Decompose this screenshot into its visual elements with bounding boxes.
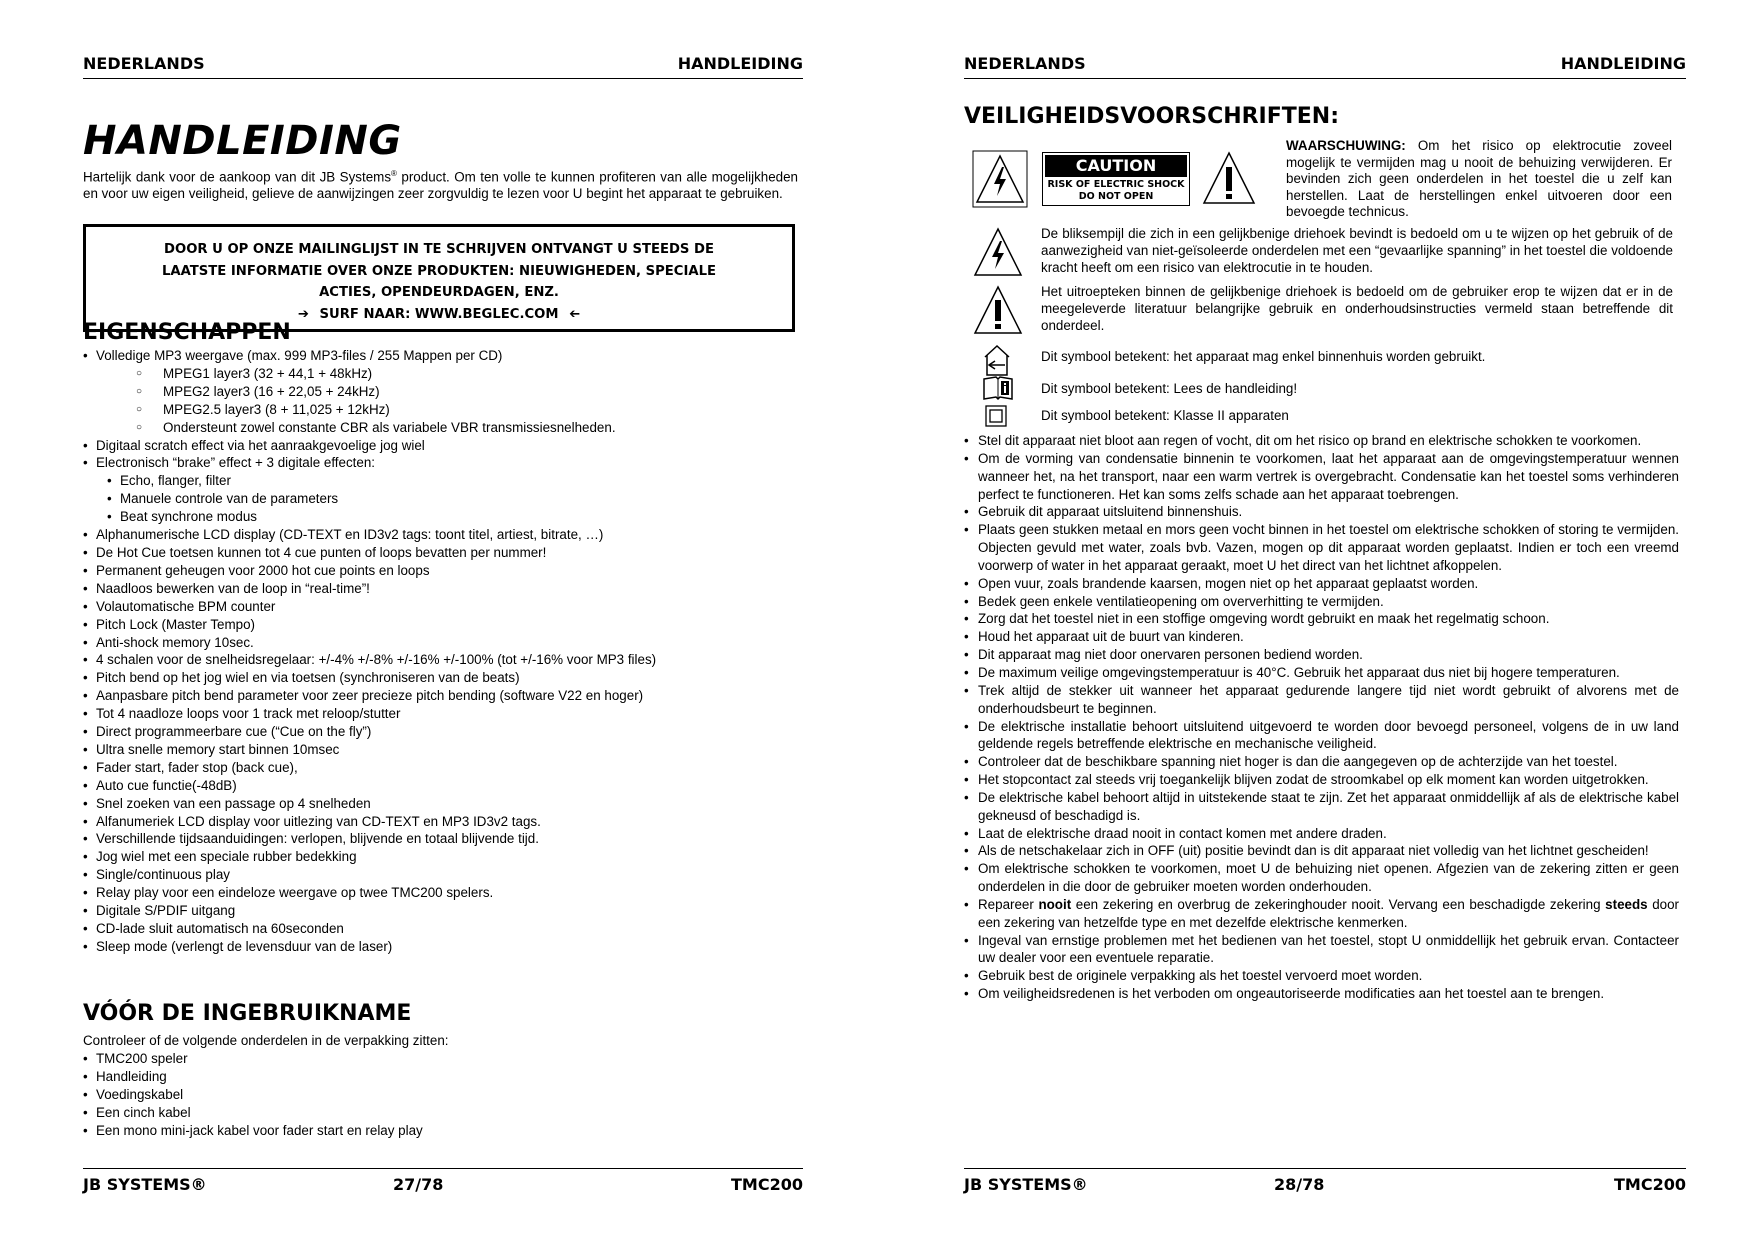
list-item-fuse [964,896,1679,932]
lightning-triangle-icon [972,226,1024,278]
mailbox-line: LAATSTE INFORMATIE OVER ONZE PRODUKTEN: NIEUWIGHEDEN, SPECIALE [162,263,716,279]
list-item: • Plaats geen stukken metaal en mors geen vocht binnen in het toestel om elektrische schokken of storing te vermijden. Objecten gevuld met water, zoals bvb. Vazen, mogen op dit apparaat worden geplaatst. Indien er toch een vreemd voorwerp of water in het apparaat geraakt, moet U het direct van het lichtnet afkoppelen. [964,521,1679,575]
exclamation-triangle-icon [972,284,1024,336]
page-footer [83,1168,803,1195]
safety-title: VEILIGHEIDSVOORSCHRIFTEN: [964,104,1340,129]
page-header [964,54,1686,79]
page-title: HANDLEIDING [83,118,402,164]
surf-link[interactable]: SURF NAAR: WWW.BEGLEC.COM [319,306,559,322]
mailbox-line: DOOR U OP ONZE MAILINGLIJST IN TE SCHRIJVEN ONTVANGT U STEEDS DE [164,242,714,257]
list-item: • Jog wiel met een speciale rubber bedekking [83,848,803,866]
list-item: • Volautomatische BPM counter [83,598,803,616]
list-item: • Pitch bend op het jog wiel en via toetsen (synchroniseren van de beats) [83,669,803,687]
list-item: • Relay play voor een eindeloze weergave op twee TMC200 spelers. [83,884,803,902]
page-number: 27/78 [393,1175,444,1194]
list-subitem: • Echo, flanger, filter [83,472,803,490]
caution-title: CAUTION [1045,155,1187,177]
page-left [83,0,803,1240]
rule-emphasis: steeds [1605,896,1648,912]
symbol-description: Dit symbool betekent: Lees de handleiding! [1041,381,1298,396]
caution-label [1042,152,1190,206]
list-subitem: ○ MPEG1 layer3 (32 + 44,1 + 48kHz) [83,365,803,383]
symbol-row [964,377,1686,405]
rule-emphasis: nooit [1038,896,1072,912]
list-subitem: ○ Ondersteunt zowel constante CBR als variabele VBR transmissiesnelheden. [83,419,803,437]
list-subitem: • Beat synchrone modus [83,508,803,526]
list-item: • Zorg dat het toestel niet in een stoffige omgeving wordt gebruikt en maak het regelmatig schoon. [964,610,1679,628]
symbol-row [964,405,1686,429]
footer-model: TMC200 [731,1175,803,1194]
arrow-left-icon: ➔ [569,306,581,322]
list-item: • Sleep mode (verlengt de levensduur van de laser) [83,938,803,956]
list-item: • Om elektrische schokken te voorkomen, moet U de behuizing niet openen. Afgezien van de zekering zitten er geen onderdelen in die door de gebruiker moeten worden onderhouden. [964,860,1679,896]
intro-paragraph [83,166,798,202]
rule-text: Repareer [978,896,1039,912]
header-section: HANDLEIDING [1560,54,1686,73]
list-item: • Electronisch “brake” effect + 3 digitale effecten: [83,454,803,472]
footer-brand: JB SYSTEMS® [964,1175,1088,1194]
list-item: • Digitaal scratch effect via het aanraakgevoelige jog wiel [83,437,803,455]
arrow-right-icon: ➔ [297,306,309,322]
list-item: • Direct programmeerbare cue (“Cue on the fly”) [83,723,803,741]
list-item: • Naadloos bewerken van de loop in “real-time”! [83,580,803,598]
class-two-icon [985,405,1007,427]
header-language: NEDERLANDS [964,54,1086,73]
caution-block [964,138,1686,222]
list-item: • Open vuur, zoals brandende kaarsen, mogen niet op het apparaat geplaatst worden. [964,575,1679,593]
list-item: • De Hot Cue toetsen kunnen tot 4 cue punten of loops bevatten per nummer! [83,544,803,562]
warning-label: WAARSCHUWING: [1286,138,1406,153]
indoor-house-icon [982,343,1012,377]
list-item: • Houd het apparaat uit de buurt van kinderen. [964,628,1679,646]
list-item: • Fader start, fader stop (back cue), [83,759,803,777]
list-item: • Snel zoeken van een passage op 4 snelheden [83,795,803,813]
caution-line: DO NOT OPEN [1078,191,1154,202]
mailbox-line: ACTIES, OPENDEURDAGEN, ENZ. [319,285,559,300]
list-subitem: ○ MPEG2 layer3 (16 + 22,05 + 24kHz) [83,383,803,401]
rule-text: door een zekering van hetzelfde type en met dezelfde elektrische kenmerken. [978,896,1680,930]
list-item: • Om veiligheidsredenen is het verboden om ongeautoriseerde modificaties aan het toestel aan te brengen. [964,985,1679,1003]
contents-list [83,1050,803,1140]
page-right [964,0,1686,1240]
list-item: • Een cinch kabel [83,1104,803,1122]
intro-text: Hartelijk dank voor de aankoop van dit JB Systems [83,169,392,185]
exclamation-triangle-icon [1201,150,1257,206]
list-item: • CD-lade sluit automatisch na 60seconden [83,920,803,938]
list-item: • Ingeval van ernstige problemen met het bedienen van het toestel, stopt U onmiddellijk het gebruik ervan. Contacteer uw dealer voor een eventuele reparatie. [964,932,1679,968]
list-item: • 4 schalen voor de snelheidsregelaar: +/-4% +/-8% +/-16% +/-100% (tot +/-16% voor MP3 files) [83,651,803,669]
list-item: • De elektrische kabel behoort altijd in uitstekende staat te zijn. Zet het apparaat onmiddellijk af als de elektrische kabel gekneusd of beschadigd is. [964,789,1679,825]
caution-line: RISK OF ELECTRIC SHOCK [1047,179,1185,190]
lightning-triangle-icon [972,150,1028,208]
list-item: • Single/continuous play [83,866,803,884]
warning-text [1286,138,1672,221]
page-header [83,54,803,79]
footer-model: TMC200 [1614,1175,1686,1194]
before-use-intro: Controleer of de volgende onderdelen in de verpakking zitten: [83,1033,449,1048]
before-use-heading: VÓÓR DE INGEBRUIKNAME [83,1001,412,1026]
list-item: • Handleiding [83,1068,803,1086]
list-item: • Een mono mini-jack kabel voor fader start en relay play [83,1122,803,1140]
list-item: • De maximum veilige omgevingstemperatuur is 40°C. Gebruik het apparaat dus niet bij hogere temperaturen. [964,664,1679,682]
header-language: NEDERLANDS [83,54,205,73]
mailing-list-box [83,224,795,332]
registered-mark: ® [391,169,397,178]
list-item: • Laat de elektrische draad nooit in contact komen met andere draden. [964,825,1679,843]
list-item: • Verschillende tijdsaanduidingen: verlopen, blijvende en totaal blijvende tijd. [83,830,803,848]
features-list [83,347,803,956]
symbol-description: Dit symbool betekent: het apparaat mag enkel binnenhuis worden gebruikt. [1041,349,1486,364]
list-item: • Tot 4 naadloze loops voor 1 track met reloop/stutter [83,705,803,723]
page-number: 28/78 [1274,1175,1325,1194]
list-item: • Aanpasbare pitch bend parameter voor zeer precieze pitch bending (software V22 en hoger) [83,687,803,705]
list-item: • Volledige MP3 weergave (max. 999 MP3-files / 255 Mappen per CD) [83,347,803,365]
list-item: • Bedek geen enkele ventilatieopening om oververhitting te vermijden. [964,593,1679,611]
list-subitem: ○ MPEG2.5 layer3 (8 + 11,025 + 12kHz) [83,401,803,419]
list-item: • Om de vorming van condensatie binnenin te voorkomen, laat het apparaat aan de omgevingstemperatuur wennen wanneer het, na het transport, naar een warm vertrek is overgebracht. Condensatie kan het toestel soms verhinderen perfect te functioneren. Het kan soms zelfs schade aan het apparaat toebrengen. [964,450,1679,504]
list-item: • Het stopcontact zal steeds vrij toegankelijk blijven zodat de stroomkabel op elk moment kan worden uitgetrokken. [964,771,1679,789]
list-item: • Voedingskabel [83,1086,803,1104]
footer-brand: JB SYSTEMS® [83,1175,207,1194]
list-item: • Permanent geheugen voor 2000 hot cue points en loops [83,562,803,580]
symbol-description: De bliksempijl die zich in een gelijkbenige driehoek bevindt is bedoeld om u te wijzen op het gebruik of de aanwezigheid van niet-geïsoleerde onderdelen met een “gevaarlijke spanning” in het toestel die voldoende kracht heeft om een risico van elektrocutie in te houden. [1041,226,1673,275]
list-item: • Controleer dat de beschikbare spanning niet hoger is dan die aangegeven op de achterzijde van het toestel. [964,753,1679,771]
symbol-row [964,347,1686,377]
warning-body: Om het risico op elektrocutie zoveel mogelijk te vermijden mag u nooit de behuizing verwijderen. Er bevinden zich geen onderdelen in het toestel die u zelf kan herstellen. Laat de herstellingen enkel uitvoeren door een bevoegde technicus. [1286,138,1672,220]
list-item: • Auto cue functie(-48dB) [83,777,803,795]
list-item: • Dit apparaat mag niet door onervaren personen bediend worden. [964,646,1679,664]
list-item: • Ultra snelle memory start binnen 10msec [83,741,803,759]
list-item: • Stel dit apparaat niet bloot aan regen of vocht, dit om het risico op brand en elektrische schokken te voorkomen. [964,432,1679,450]
symbol-description: Dit symbool betekent: Klasse II apparaten [1041,408,1289,423]
list-item: • Pitch Lock (Master Tempo) [83,616,803,634]
intro-text-cont: product. Om ten volle te kunnen profiteren van alle mogelijkheden en voor uw eigen veiligheid, gelieve de aanwijzingen zeer zorgvuldig te lezen voor U begint het apparaat te gebruiken. [83,169,798,201]
list-item: • Trek altijd de stekker uit wanneer het apparaat gedurende langere tijd niet wordt gebruikt of alvorens met de onderhoudsbeurt te beginnen. [964,682,1679,718]
rule-text: een zekering en overbrug de zekeringhouder nooit. Vervang een beschadigde zekering [1071,896,1606,912]
header-section: HANDLEIDING [677,54,803,73]
list-item: • Alfanumeriek LCD display voor uitlezing van CD-TEXT en MP3 ID3v2 tags. [83,813,803,831]
list-item: • TMC200 speler [83,1050,803,1068]
symbol-row [964,226,1686,282]
list-item: • Digitale S/PDIF uitgang [83,902,803,920]
list-item: • Alphanumerische LCD display (CD-TEXT en ID3v2 tags: toont titel, artiest, bitrate, …) [83,526,803,544]
list-item: • De elektrische installatie behoort uitsluitend uitgevoerd te worden door bevoegd personeel, volgens de in uw land geldende regels betreffende elektrische en mechanische veiligheid. [964,718,1679,754]
features-heading: EIGENSCHAPPEN [83,320,291,345]
symbol-row [964,284,1686,340]
list-item: • Als de netschakelaar zich in OFF (uit) positie bevindt dan is dit apparaat niet volledig van het lichtnet gescheiden! [964,842,1679,860]
symbol-description: Het uitroepteken binnen de gelijkbenige driehoek is bedoeld om de gebruiker erop te wijzen dat er in de meegeleverde literatuur belangrijke gebruik en onderhoudsinstructies vermeld staan betreffende dit onderdeel. [1041,284,1673,333]
list-subitem: • Manuele controle van de parameters [83,490,803,508]
list-item: • Gebruik best de originele verpakking als het toestel vervoerd moet worden. [964,967,1679,985]
list-item: • Anti-shock memory 10sec. [83,634,803,652]
read-manual-icon [982,375,1014,401]
page-footer [964,1168,1686,1195]
safety-rules-list [964,432,1679,1003]
list-item: • Gebruik dit apparaat uitsluitend binnenshuis. [964,503,1679,521]
